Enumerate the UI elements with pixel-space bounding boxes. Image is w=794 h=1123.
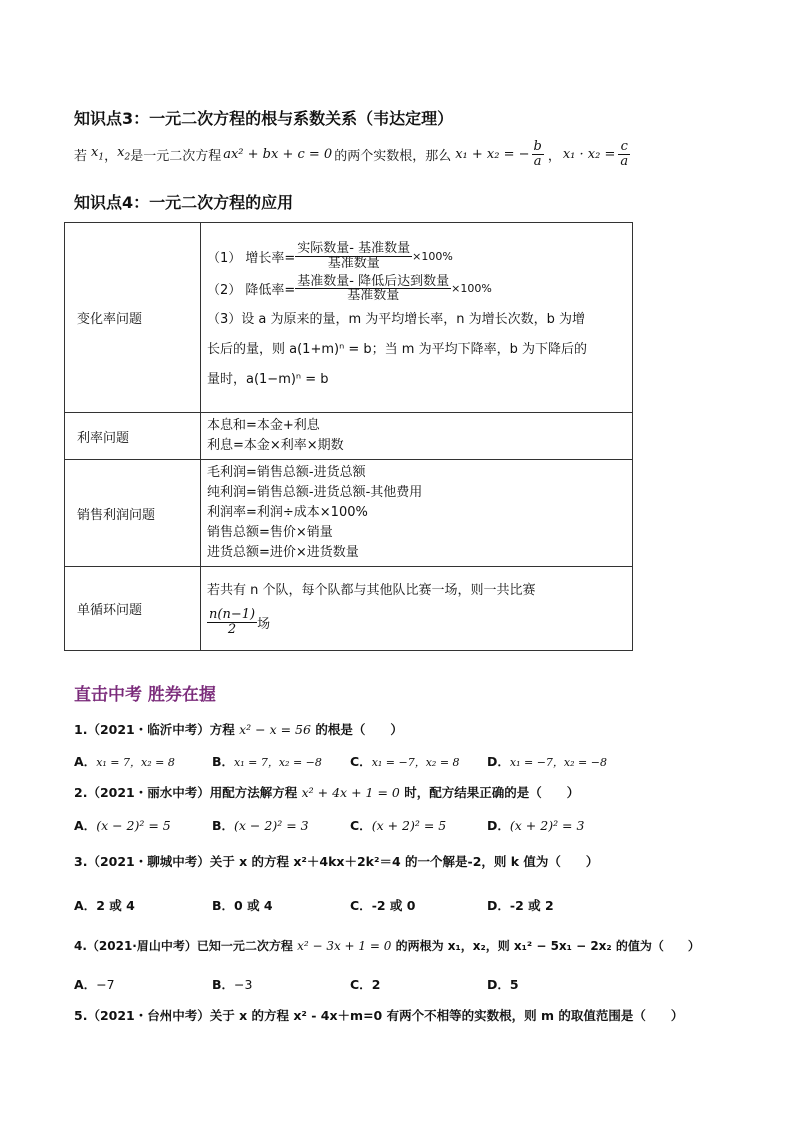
q2-option-a[interactable]: A．(x − 2)² = 5	[74, 818, 171, 833]
q1-option-d[interactable]: D．x₁ = −7，x₂ = −8	[487, 754, 607, 769]
row-label-interest: 利率问题	[65, 413, 201, 460]
section-title: 直击中考 胜券在握	[74, 685, 216, 705]
rate-explanation: （3）设 a 为原来的量，m 为平均增长率，n 为增长次数，b 为增 长后的量，则 a(1+m)ⁿ = b；当 m 为平均下降率，b 为下降后的 量时，a(1−m)ⁿ = b	[207, 311, 587, 387]
question-1: 1.（2021・临沂中考）方程 x² − x = 56 的根是（ ）	[74, 722, 403, 737]
question-2: 2.（2021・丽水中考）用配方法解方程 x² + 4x + 1 = 0 时，配方结果正确的是（ ）	[74, 785, 580, 800]
q4-option-a[interactable]: A．−7	[74, 977, 115, 992]
row-label-rate: 变化率问题	[65, 223, 201, 413]
q2-option-d[interactable]: D．(x + 2)² = 3	[487, 818, 585, 833]
question-4: 4.（2021·眉山中考）已知一元二次方程 x² − 3x + 1 = 0 的两根为 x₁，x₂，则 x₁² − 5x₁ − 2x₂ 的值为（ ）	[74, 939, 700, 953]
q3-option-b[interactable]: B．0 或 4	[212, 898, 273, 913]
question-5: 5.（2021・台州中考）关于 x 的方程 x² - 4x＋m=0 有两个不相等的实数根，则 m 的取值范围是（ ）	[74, 1008, 684, 1023]
question-3: 3.（2021・聊城中考）关于 x 的方程 x²＋4kx＋2k²＝4 的一个解是-2，则 k 值为（ ）	[74, 854, 599, 869]
kp3-equation: ax² + bx + c = 0	[223, 146, 333, 162]
kp3-text-2: 是一元二次方程	[130, 148, 222, 164]
row-content-rate	[201, 223, 633, 413]
kp3-text-3: 的两个实数根，那么	[334, 148, 452, 164]
kp3-heading: 知识点3：一元二次方程的根与系数关系（韦达定理）	[74, 109, 454, 128]
kp3-x1: $x_1$	[91, 145, 105, 163]
kp3-product-lhs: x₁ · x₂ =	[562, 146, 616, 162]
q1-option-b[interactable]: B．x₁ = 7，x₂ = −8	[212, 754, 322, 769]
roundrobin-fraction: $\frac{n(n-1)}{2}$	[209, 607, 256, 637]
table-row	[65, 413, 633, 460]
q1-option-a[interactable]: A．x₁ = 7，x₂ = 8	[74, 754, 175, 769]
q4-option-d[interactable]: D．5	[487, 977, 519, 992]
kp3-statement	[74, 140, 630, 168]
growth-rate-formula: （1） 增长率= $\frac{\text{实际数量- 基准数量}}{\text{基准数量}}$ ×100%	[207, 241, 453, 271]
row-content-roundrobin: 若共有 n 个队，每个队都与其他队比赛一场，则一共比赛 $\frac{n(n-1)}{2}$ 场	[201, 567, 633, 651]
applications-table	[64, 222, 633, 651]
decline-rate-formula: （2） 降低率= $\frac{\text{基准数量- 降低后达到数量}}{\text{基准数量}}$ ×100%	[207, 273, 492, 304]
table-row	[65, 460, 633, 567]
kp3-product-fraction: $\frac{c}{a}$	[620, 139, 629, 169]
row-content-sales: 毛利润=销售总额-进货总额 纯利润=销售总额-进货总额-其他费用 利润率=利润÷成本×100% 销售总额=售价×销量 进货总额=进价×进货数量	[201, 460, 633, 567]
kp3-comma-2: ，	[547, 148, 561, 164]
row-label-sales: 销售利润问题	[65, 460, 201, 567]
kp4-heading: 知识点4：一元二次方程的应用	[74, 193, 294, 212]
kp3-x2: $x_2$	[117, 145, 131, 163]
q2-option-b[interactable]: B．(x − 2)² = 3	[212, 818, 309, 833]
table-row	[65, 567, 633, 651]
q3-option-a[interactable]: A．2 或 4	[74, 898, 135, 913]
q3-option-d[interactable]: D．-2 或 2	[487, 898, 554, 913]
q2-option-c[interactable]: C．(x + 2)² = 5	[350, 818, 447, 833]
kp3-comma: ，	[104, 148, 118, 164]
q1-option-c[interactable]: C．x₁ = −7，x₂ = 8	[350, 754, 460, 769]
table-row	[65, 223, 633, 413]
row-label-roundrobin: 单循环问题	[65, 567, 201, 651]
row-content-interest: 本息和=本金+利息 利息=本金×利率×期数	[201, 413, 633, 460]
q4-option-c[interactable]: C．2	[350, 977, 381, 992]
q4-option-b[interactable]: B．−3	[212, 977, 253, 992]
kp3-sum-fraction: $\frac{b}{a}$	[533, 139, 542, 169]
kp3-text-1: 若	[74, 148, 88, 164]
q3-option-c[interactable]: C．-2 或 0	[350, 898, 416, 913]
kp3-sum-lhs: x₁ + x₂ = −	[455, 146, 530, 162]
